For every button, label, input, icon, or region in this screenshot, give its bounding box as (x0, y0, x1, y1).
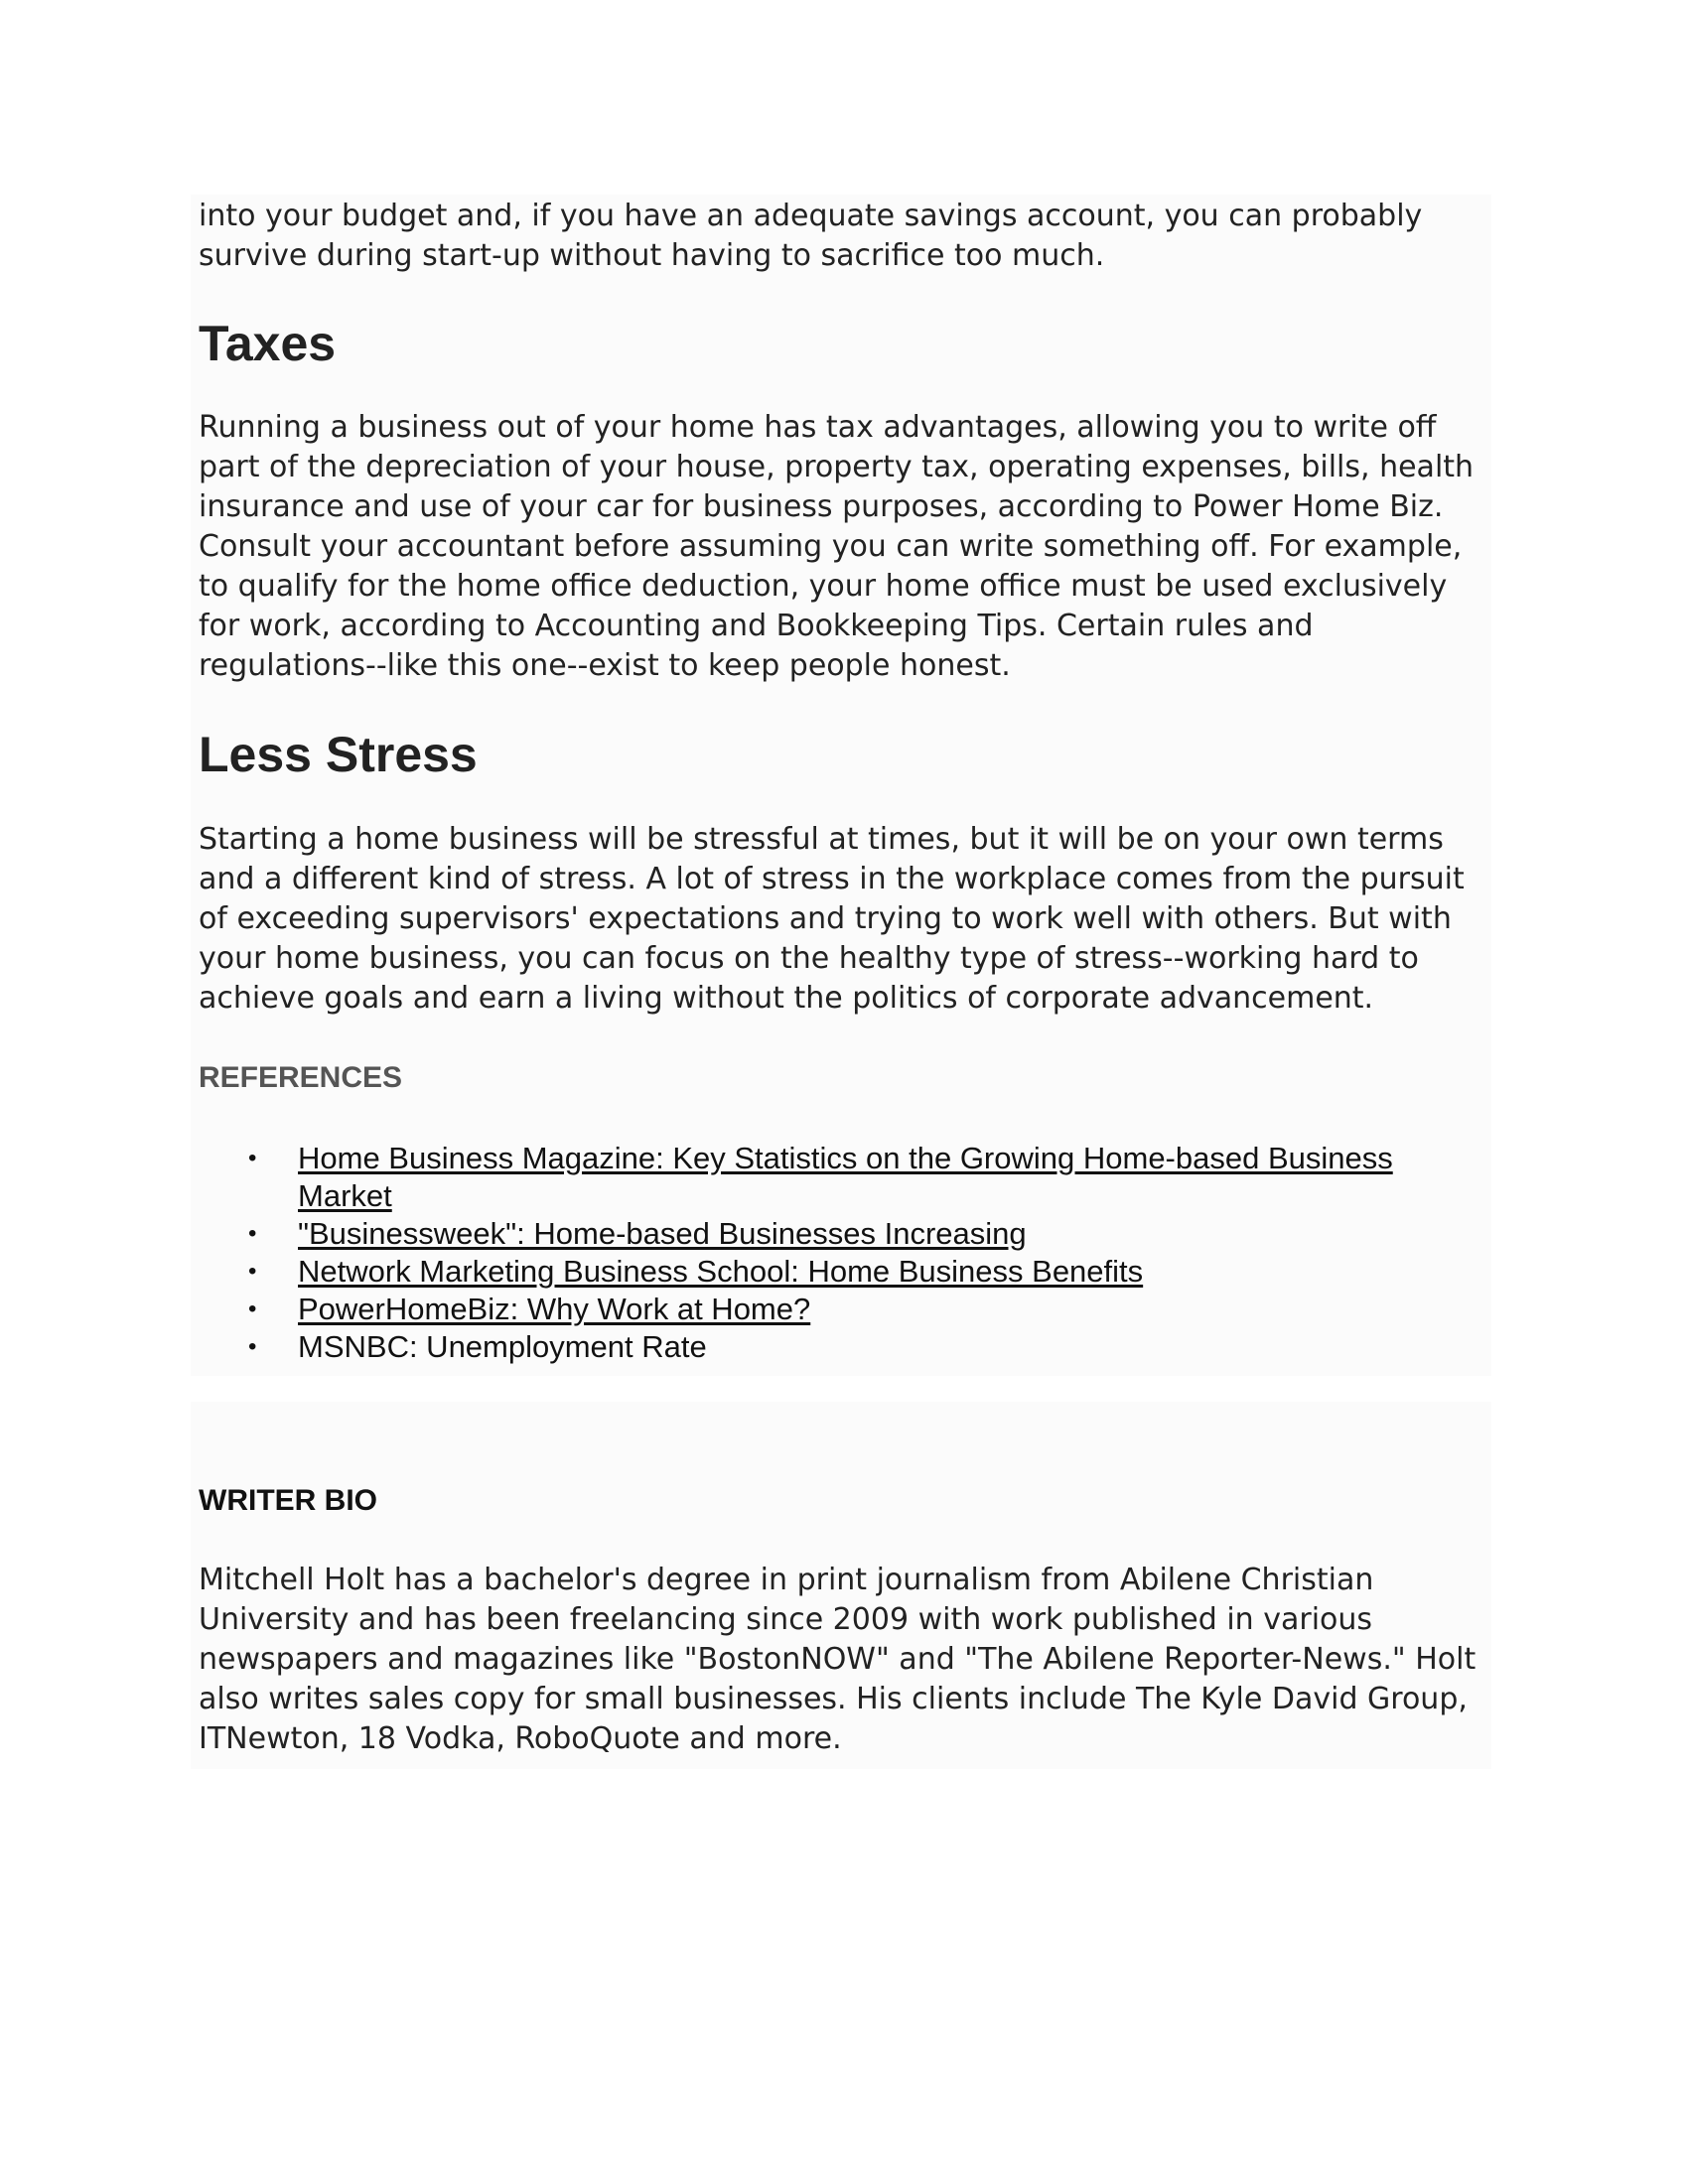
references-heading: REFERENCES (199, 1061, 403, 1094)
bullet-icon: • (248, 1220, 257, 1247)
reference-item (199, 1215, 1489, 1253)
taxes-heading: Taxes (199, 316, 337, 371)
reference-link-powerhomebiz[interactable]: PowerHomeBiz: Why Work at Home? (298, 1292, 811, 1326)
reference-link-businessweek[interactable]: "Businessweek": Home-based Businesses Increasing (298, 1216, 1027, 1251)
reference-item (199, 1291, 1489, 1328)
bullet-icon: • (248, 1145, 257, 1171)
taxes-paragraph: Running a business out of your home has tax advantages, allowing you to write off part of the depreciation of your house, property tax, operating expenses, bills, health insurance and use of your car for business purposes, according to Power Home Biz. Consult your accountant before assuming you can write something off. For example, to qualify for the home office deduction, your home office must be used exclusively for work, according to Accounting and Bookkeeping Tips. Certain rules and regulations--like this one--exist to keep people honest. (199, 410, 1475, 683)
less-stress-paragraph: Starting a home business will be stressful at times, but it will be on your own terms and a different kind of stress. A lot of stress in the workplace comes from the pursuit of exceeding supervisors' expectations and trying to work well with others. But with your home business, you can focus on the healthy type of stress--working hard to achieve goals and earn a living without the politics of corporate advancement. (199, 822, 1465, 1016)
reference-link-home-business-magazine[interactable]: Home Business Magazine: Key Statistics on the Growing Home-based Business Market (298, 1141, 1393, 1213)
reference-text-msnbc: MSNBC: Unemployment Rate (298, 1329, 707, 1364)
less-stress-heading: Less Stress (199, 727, 478, 782)
bullet-icon: • (248, 1333, 257, 1360)
bullet-icon: • (248, 1296, 257, 1322)
reference-item (199, 1253, 1489, 1291)
references-list (199, 1140, 1489, 1366)
writer-bio-paragraph: Mitchell Holt has a bachelor's degree in print journalism from Abilene Christian University and has been freelancing since 2009 with work published in various newspapers and magazines like "BostonNOW" and "The Abilene Reporter-News." Holt also writes sales copy for small businesses. His clients include The Kyle David Group, ITNewton, 18 Vodka, RoboQuote and more. (199, 1563, 1477, 1756)
reference-item (199, 1328, 1489, 1366)
reference-link-network-marketing[interactable]: Network Marketing Business School: Home Business Benefits (298, 1254, 1144, 1289)
reference-item (199, 1140, 1489, 1215)
bullet-icon: • (248, 1258, 257, 1285)
writer-bio-heading: WRITER BIO (199, 1484, 377, 1517)
intro-paragraph: into your budget and, if you have an adequate savings account, you can probably survive during start-up without having to sacrifice too much. (199, 199, 1423, 273)
